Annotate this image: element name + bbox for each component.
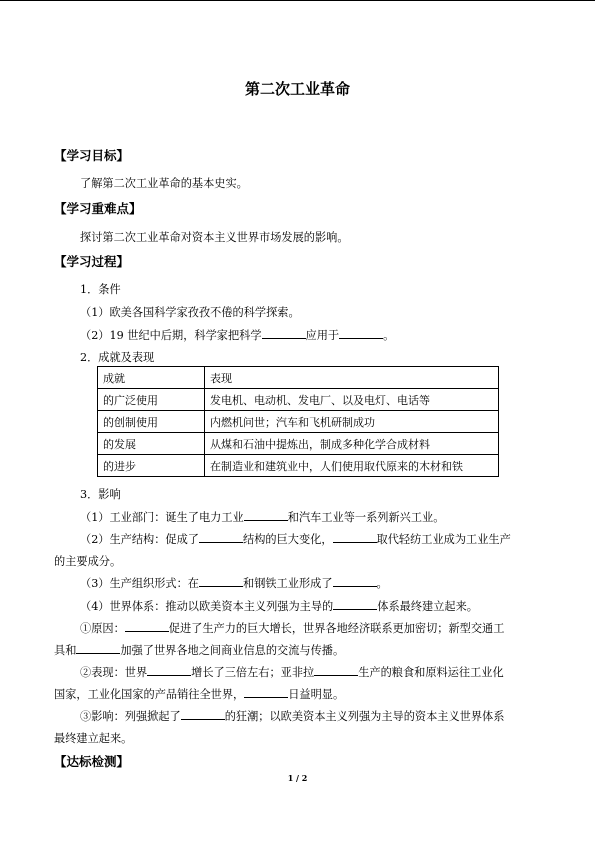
table-row [98,411,499,433]
table-row [98,433,499,455]
page-number: 1 / 2 [287,773,308,783]
reason-line: ①原因： 促进了生产力的巨大增长，世界各地经济联系更加密切；新型交通工 [80,622,505,635]
influence-line: ③影响：列强掀起了 的狂潮；以欧美资本主义列强为主导的资本主义世界体系 [80,710,505,723]
impact-item-4: （4）世界体系：推动以欧美资本主义列强为主导的 体系最终建立起来。 [80,600,478,613]
table-header-cell: 表现 [205,367,499,389]
fill-blank [244,687,288,698]
fill-blank [181,709,225,720]
impact-item-3: （3）生产组织形式：在 和钢铁工业形成了 。 [80,577,388,590]
impact-item-2-continued: 的主要成分。 [54,555,122,568]
table-header-row [98,367,499,389]
table-cell: 从煤和石油中提炼出，制成多种化学合成材料 [205,433,499,455]
impact-heading: 3．影响 [80,488,121,501]
key-points-heading: 【学习重难点】 [54,201,142,216]
assessment-heading: 【达标检测】 [54,754,130,769]
learning-goal-text: 了解第二次工业革命的基本史实。 [80,177,248,190]
table-row [98,455,499,477]
page-title: 第二次工业革命 [244,80,350,98]
condition-item-1: （1）欧美各国科学家孜孜不倦的科学探索。 [80,306,300,319]
table-cell: 的创制使用 [98,411,205,433]
table-cell: 的进步 [98,455,205,477]
fill-blank [333,532,377,543]
impact-item-1: （1）工业部门：诞生了电力工业 和汽车工业等一系列新兴工业。 [80,511,445,524]
conditions-heading: 1．条件 [80,283,121,296]
impact-item-2: （2）生产结构：促成了 结构的巨大变化， 取代轻纺工业成为工业生产 [80,533,511,546]
fill-blank [333,599,377,610]
fill-blank [147,665,191,676]
fill-blank [333,576,377,587]
table-row [98,389,499,411]
learning-process-heading: 【学习过程】 [54,254,130,269]
top-border-line [0,0,595,1]
achievements-table [97,366,499,477]
influence-line-continued: 最终建立起来。 [54,732,133,745]
fill-blank [244,510,288,521]
table-cell: 在制造业和建筑业中，人们使用取代原来的木材和铁 [205,455,499,477]
table-cell: 发电机、电动机、发电厂、以及电灯、电话等 [205,389,499,411]
table-cell: 内燃机问世；汽车和飞机研制成功 [205,411,499,433]
learning-goal-heading: 【学习目标】 [54,148,130,163]
key-points-text: 探讨第二次工业革命对资本主义世界市场发展的影响。 [80,231,349,244]
fill-blank [339,328,383,339]
manifestation-line-continued: 国家，工业化国家的产品销往全世界， 日益明显。 [54,688,345,701]
condition-item-2: （2）19 世纪中后期，科学家把科学 应用于 。 [80,329,395,342]
achievements-heading: 2．成就及表现 [80,351,155,364]
fill-blank [262,328,306,339]
manifestation-line: ②表现：世界 增长了三倍左右；亚非拉 生产的粮食和原料运往工业化 [80,666,504,679]
fill-blank [199,576,243,587]
table-cell: 的发展 [98,433,205,455]
fill-blank [314,665,358,676]
table-cell: 的广泛使用 [98,389,205,411]
fill-blank [125,621,169,632]
reason-line-continued: 具和 加强了世界各地之间商业信息的交流与传播。 [54,644,345,657]
fill-blank [199,532,243,543]
table-header-cell: 成就 [98,367,205,389]
fill-blank [76,643,120,654]
